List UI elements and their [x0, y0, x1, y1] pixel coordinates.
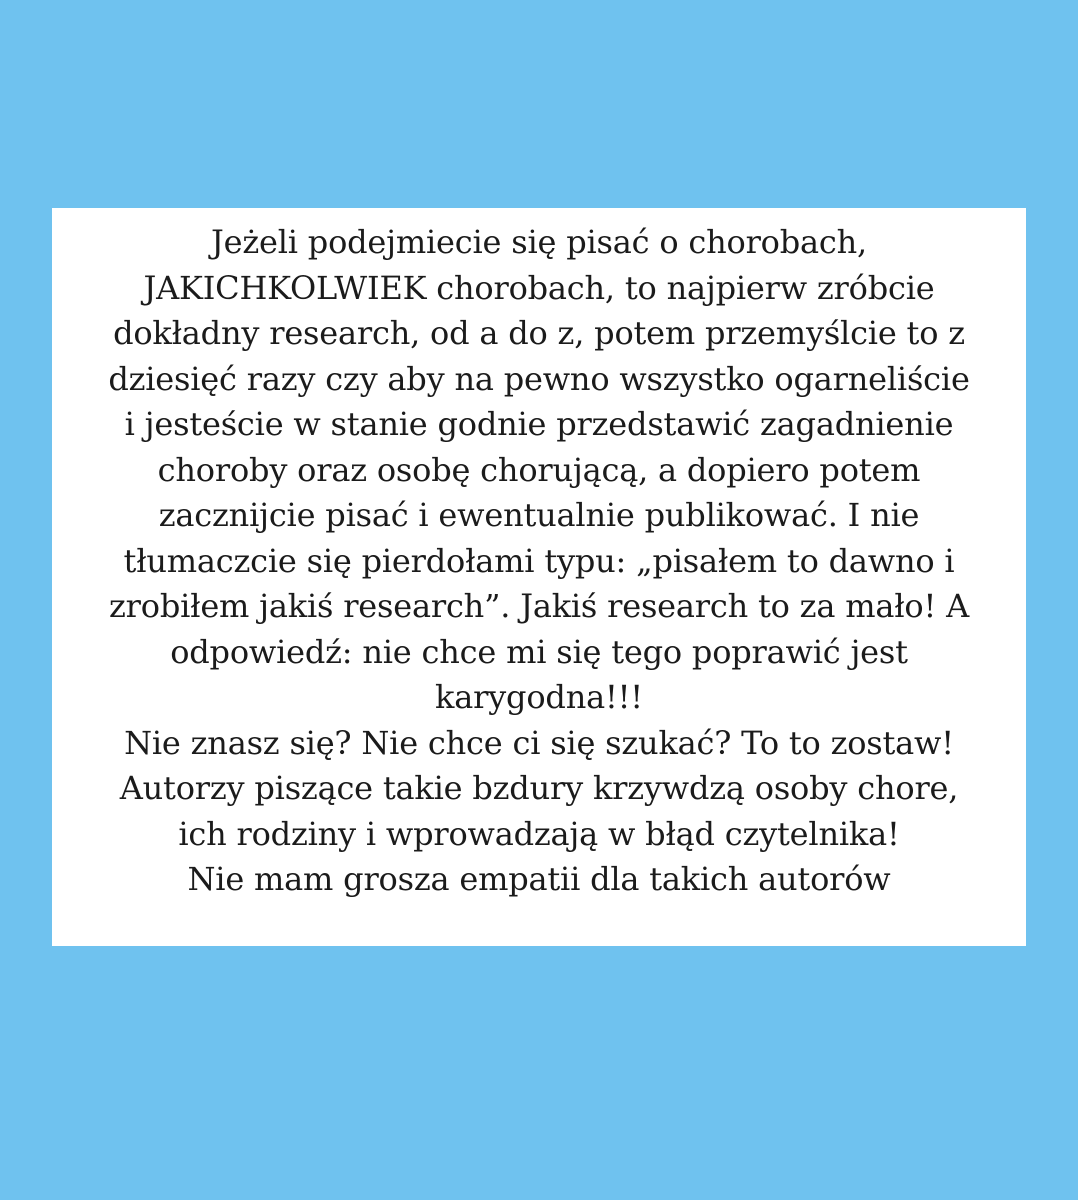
text-line: zacznijcie pisać i ewentualnie publikować. I nie: [158, 496, 920, 534]
text-line: zrobiłem jakiś research”. Jakiś research to za mało! A: [109, 587, 969, 625]
text-line: i jesteście w stanie godnie przedstawić zagadnienie: [124, 405, 954, 443]
text-line: tłumaczcie się pierdołami typu: „pisałem to dawno i: [123, 541, 955, 580]
text-line: ich rodziny i wprowadzają w błąd czytelnika!: [178, 814, 900, 853]
text-line: Autorzy piszące takie bzdury krzywdzą osoby chore,: [119, 769, 959, 807]
text-line: Nie mam grosza empatii dla takich autorów: [187, 860, 891, 898]
text-line: dziesięć razy czy aby na pewno wszystko ogarneliście: [108, 359, 970, 398]
text-line: choroby oraz osobę chorującą, a dopiero potem: [157, 450, 921, 489]
text-line: dokładny research, od a do z, potem przemyślcie to z: [113, 314, 965, 352]
text-card: [52, 208, 1026, 946]
text-line: karygodna!!!: [435, 678, 643, 716]
text-line: Jeżeli podejmiecie się pisać o chorobach,: [210, 223, 868, 261]
text-line: JAKICHKOLWIEK chorobach, to najpierw zróbcie: [143, 268, 935, 307]
text-line: Nie znasz się? Nie chce ci się szukać? To to zostaw!: [124, 723, 954, 762]
text-line: odpowiedź: nie chce mi się tego poprawić jest: [170, 632, 908, 671]
